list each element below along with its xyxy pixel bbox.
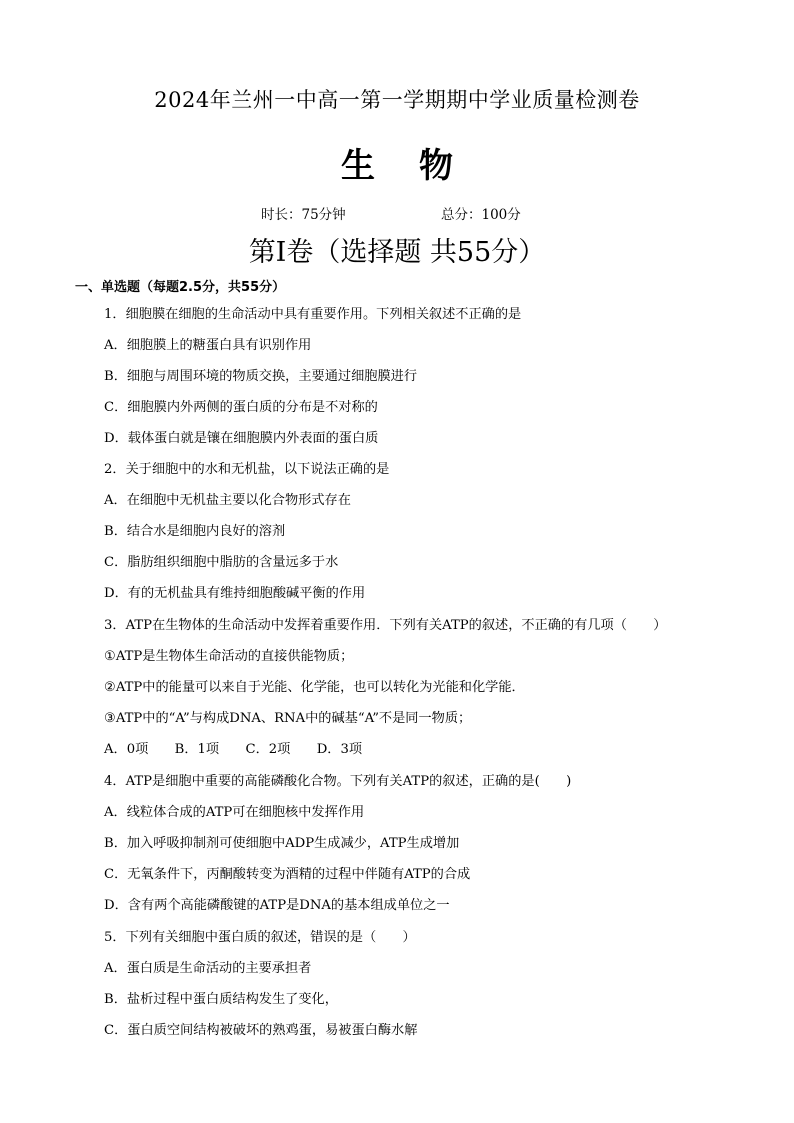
q1-option-c: C．细胞膜内外两侧的蛋白质的分布是不对称的 — [104, 400, 378, 415]
exam-title: 2024年兰州一中高一第一学期期中学业质量检测卷 — [154, 88, 640, 112]
q4-option-a: A．线粒体合成的ATP可在细胞核中发挥作用 — [104, 805, 365, 820]
exam-total-score: 总分：100分 — [441, 207, 521, 223]
question-stem-1: 1．细胞膜在细胞的生命活动中具有重要作用。下列相关叙述不正确的是 — [104, 307, 522, 322]
q1-option-d: D．载体蛋白就是镶在细胞膜内外表面的蛋白质 — [104, 431, 379, 446]
q3-statement-2: ②ATP中的能量可以来自于光能、化学能，也可以转化为光能和化学能． — [104, 680, 525, 695]
question-stem-2: 2．关于细胞中的水和无机盐，以下说法正确的是 — [104, 462, 390, 477]
section-title: 第Ⅰ卷（选择题 共55分） — [248, 237, 546, 268]
q2-option-b: B．结合水是细胞内良好的溶剂 — [104, 524, 286, 539]
subject-title — [0, 138, 794, 187]
subject-char-2: 物 — [419, 146, 453, 186]
q4-option-b: B．加入呼吸抑制剂可使细胞中ADP生成减少，ATP生成增加 — [104, 836, 460, 851]
question-stem-5: 5．下列有关细胞中蛋白质的叙述，错误的是（ ） — [104, 930, 416, 945]
q5-option-a: A．蛋白质是生命活动的主要承担者 — [104, 961, 312, 976]
q3-statement-1: ①ATP是生物体生命活动的直接供能物质； — [104, 649, 354, 664]
question-stem-3: 3．ATP在生物体的生命活动中发挥着重要作用．下列有关ATP的叙述，不正确的有几项（ ） — [104, 618, 667, 633]
q3-options: A．0项 B．1项 C．2项 D．3项 — [104, 742, 363, 757]
q2-option-a: A．在细胞中无机盐主要以化合物形式存在 — [104, 493, 351, 508]
question-stem-4: 4．ATP是细胞中重要的高能磷酸化合物。下列有关ATP的叙述，正确的是( ) — [104, 774, 572, 789]
q4-option-c: C．无氧条件下，丙酮酸转变为酒精的过程中伴随有ATP的合成 — [104, 867, 471, 882]
q1-option-a: A．细胞膜上的糖蛋白具有识别作用 — [104, 338, 312, 353]
q3-statement-3: ③ATP中的“A”与构成DNA、RNA中的碱基“A”不是同一物质； — [104, 711, 472, 726]
q1-option-b: B．细胞与周围环境的物质交换，主要通过细胞膜进行 — [104, 369, 418, 384]
part-header: 一、单选题（每题2.5分，共55分） — [75, 280, 286, 295]
q2-option-c: C．脂肪组织细胞中脂肪的含量远多于水 — [104, 555, 339, 570]
q5-option-c: C．蛋白质空间结构被破坏的熟鸡蛋，易被蛋白酶水解 — [104, 1023, 418, 1038]
q2-option-d: D．有的无机盐具有维持细胞酸碱平衡的作用 — [104, 586, 366, 601]
exam-duration: 时长：75分钟 — [261, 207, 346, 223]
subject-char-1: 生 — [341, 146, 375, 186]
q4-option-d: D．含有两个高能磷酸键的ATP是DNA的基本组成单位之一 — [104, 898, 450, 913]
q5-option-b: B．盐析过程中蛋白质结构发生了变化， — [104, 992, 338, 1007]
